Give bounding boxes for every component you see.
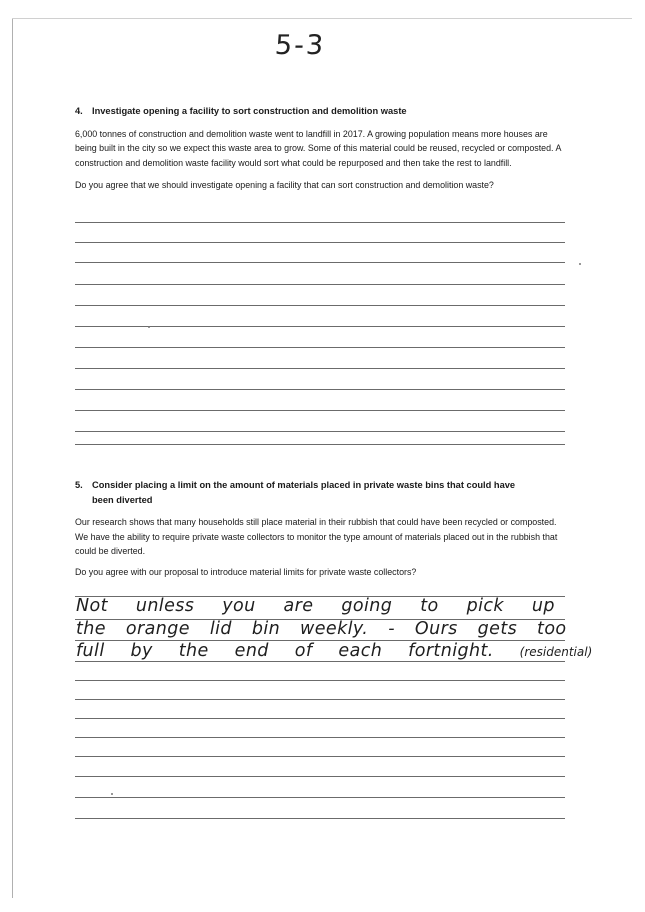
section-4-question: Do you agree that we should investigate opening a facility that can sort construction and demolition waste? <box>75 179 494 190</box>
handwritten-line-3 <box>76 641 593 661</box>
answer-line <box>75 389 565 390</box>
answer-line <box>75 797 565 798</box>
answer-line <box>75 818 565 819</box>
section-4-number: 4. <box>75 106 83 116</box>
answer-line <box>75 305 565 306</box>
section-5-body: Our research shows that many households still place material in their rubbish that could have been recycled or composted. We have the ability to require private waste collectors to monitor the type amount of materials placed out in the rubbish that could be diverted. <box>75 517 558 557</box>
answer-line <box>75 756 565 757</box>
section-5-heading <box>75 478 570 507</box>
scan-speck <box>579 263 581 265</box>
answer-line <box>75 699 565 700</box>
section-4-title: Investigate opening a facility to sort construction and demolition waste <box>92 106 407 116</box>
section-4-body: 6,000 tonnes of construction and demolition waste went to landfill in 2017. A growing population means more houses are being built in the city so we expect this waste area to grow. Some of this material could be reused, recycled or composted. A construction and demolition waste facility would sort what could be repurposed and then take the rest to landfill. <box>75 128 561 168</box>
answer-line <box>75 680 565 681</box>
answer-line <box>75 776 565 777</box>
answer-line <box>75 368 565 369</box>
page-top-edge <box>12 18 632 19</box>
section-4-heading <box>75 104 570 119</box>
answer-line <box>75 718 565 719</box>
answer-line <box>75 222 565 223</box>
section-5-title: Consider placing a limit on the amount of materials placed in private waste bins that could have been diverted <box>92 480 516 505</box>
scan-speck <box>148 326 150 328</box>
answer-line <box>75 410 565 411</box>
answer-line <box>75 242 565 243</box>
scan-speck <box>111 793 113 795</box>
answer-line <box>75 444 565 445</box>
handwritten-line-1: Not unless you are going to pick up <box>76 596 555 616</box>
answer-line <box>75 347 565 348</box>
answer-line <box>75 661 565 662</box>
section-5-number: 5. <box>75 480 83 490</box>
handwritten-note: (residential) <box>519 645 593 659</box>
handwritten-line-2: the orange lid bin weekly. - Ours gets too <box>76 619 567 639</box>
handwritten-line-3-text: full by the end of each fortnight. <box>76 641 494 661</box>
handwritten-page-number: 5-3 <box>273 30 327 61</box>
answer-line <box>75 737 565 738</box>
answer-line <box>75 262 565 263</box>
section-4 <box>75 104 570 192</box>
answer-line <box>75 431 565 432</box>
answer-line <box>75 284 565 285</box>
section-5 <box>75 478 570 580</box>
page-left-edge <box>12 18 13 898</box>
section-5-question: Do you agree with our proposal to introduce material limits for private waste collectors? <box>75 567 417 578</box>
